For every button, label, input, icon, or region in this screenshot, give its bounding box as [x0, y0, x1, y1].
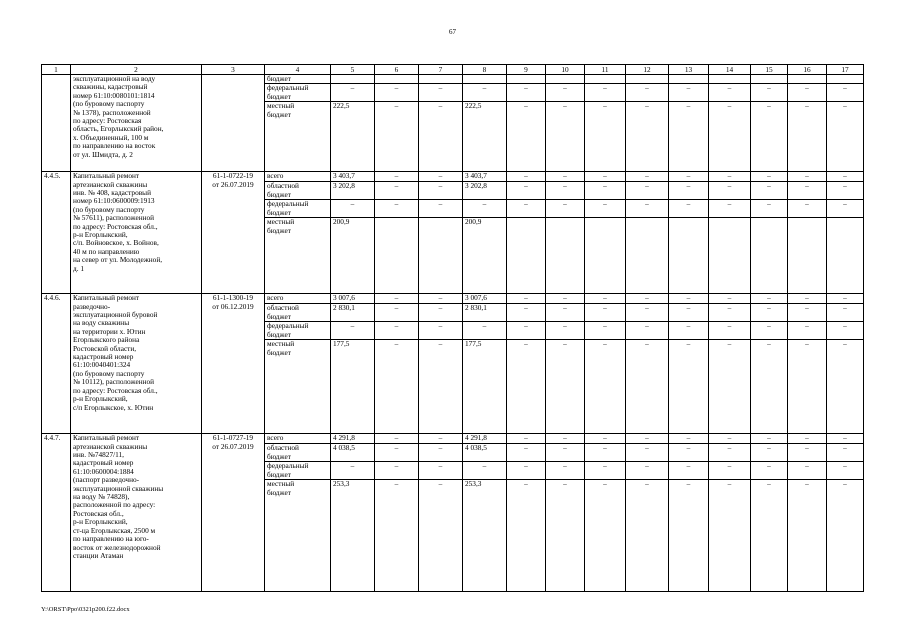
amount-cell: – — [375, 340, 419, 434]
amount-cell: – — [546, 340, 585, 434]
object-description: Капитальный ремонт артезианской скважины инв. №74827/11, кадастровый номер 61:10:0600004:1884 (паспорт разведочно- эксплуатационной скважины на воду № 74828), расположенной по адресу: Ростовская обл., р-н Егорлыкский, ст-ца Егорлыкская, 2500 м по направлению на юго- восток от железнодорожной станции Атаман — [71, 434, 202, 592]
amount-cell: – — [419, 444, 463, 462]
amount-cell: – — [709, 182, 751, 200]
amount-cell: – — [709, 294, 751, 304]
amount-cell: – — [788, 172, 827, 182]
amount-cell: – — [751, 304, 788, 322]
funding-source: местный бюджет — [265, 218, 331, 294]
amount-cell: – — [788, 462, 827, 480]
column-number-cell: 4 — [265, 65, 331, 75]
amount-cell: – — [585, 462, 626, 480]
amount-cell: – — [626, 304, 669, 322]
amount-cell: – — [709, 434, 751, 444]
amount-cell: – — [419, 462, 463, 480]
amount-cell: – — [585, 172, 626, 182]
amount-cell: – — [669, 340, 709, 434]
amount-cell: – — [375, 172, 419, 182]
amount-cell: – — [709, 304, 751, 322]
item-number — [42, 75, 71, 172]
amount-cell: – — [669, 182, 709, 200]
amount-cell: – — [507, 182, 546, 200]
column-number-cell: 2 — [71, 65, 202, 75]
object-description: Капитальный ремонт разведочно- эксплуатационной буровой на воду скважины на территории х. Ютин Егорлыкского района Ростовской области, кадастровый номер 61:10:0040401:324 (по буровому паспорту № 10112), расположенной по адресу: Ростовская обл., р-н Егорлыкский, с/п Егорлыкское, х. Ютин — [71, 294, 202, 434]
amount-cell: – — [751, 340, 788, 434]
amount-cell — [669, 75, 709, 84]
amount-cell: – — [626, 200, 669, 218]
amount-cell: – — [827, 84, 864, 102]
amount-cell: – — [546, 462, 585, 480]
amount-cell: – — [546, 102, 585, 172]
column-number-cell: 17 — [827, 65, 864, 75]
expertise-doc: 61-1-1300-19 от 06.12.2019 — [202, 294, 265, 434]
amount-cell: – — [751, 294, 788, 304]
amount-cell: – — [507, 200, 546, 218]
amount-cell: – — [507, 102, 546, 172]
funding-source: федеральный бюджет — [265, 462, 331, 480]
table-row — [42, 75, 864, 84]
object-description: Капитальный ремонт артезианской скважины инв. № 408, кадастровый номер 61:10:0600009:1913 (по буровому паспорту № 57611), расположенной по адресу: Ростовская обл., р-н Егорлыкский, с/п. Войновское, х. Войнов, 40 м по направлению на север от ул. Молодежной, д. 1 — [71, 172, 202, 294]
amount-cell — [709, 75, 751, 84]
amount-cell — [751, 218, 788, 294]
amount-cell: 253,3 — [331, 480, 375, 592]
amount-cell: – — [546, 444, 585, 462]
amount-cell: 3 202,8 — [331, 182, 375, 200]
amount-cell: – — [626, 462, 669, 480]
amount-cell: – — [827, 434, 864, 444]
amount-cell: – — [669, 480, 709, 592]
amount-cell: 177,5 — [463, 340, 507, 434]
amount-cell — [419, 218, 463, 294]
amount-cell: 222,5 — [463, 102, 507, 172]
amount-cell — [375, 75, 419, 84]
amount-cell: – — [669, 434, 709, 444]
amount-cell: – — [375, 480, 419, 592]
column-number-cell: 15 — [751, 65, 788, 75]
amount-cell: – — [419, 304, 463, 322]
amount-cell: – — [626, 172, 669, 182]
amount-cell: – — [375, 102, 419, 172]
amount-cell: – — [375, 444, 419, 462]
amount-cell: – — [375, 322, 419, 340]
amount-cell: – — [751, 444, 788, 462]
amount-cell: 4 038,5 — [463, 444, 507, 462]
amount-cell: – — [669, 462, 709, 480]
amount-cell — [788, 218, 827, 294]
funding-source: федеральный бюджет — [265, 322, 331, 340]
amount-cell: 4 038,5 — [331, 444, 375, 462]
amount-cell: – — [375, 294, 419, 304]
amount-cell: – — [585, 200, 626, 218]
amount-cell: – — [751, 102, 788, 172]
amount-cell: 4 291,8 — [463, 434, 507, 444]
amount-cell — [463, 75, 507, 84]
amount-cell: – — [788, 480, 827, 592]
column-number-cell: 9 — [507, 65, 546, 75]
amount-cell: – — [827, 304, 864, 322]
amount-cell: 200,9 — [331, 218, 375, 294]
amount-cell: – — [585, 340, 626, 434]
amount-cell: 3 403,7 — [463, 172, 507, 182]
amount-cell: – — [375, 182, 419, 200]
amount-cell: – — [751, 462, 788, 480]
amount-cell: – — [419, 294, 463, 304]
amount-cell: 222,5 — [331, 102, 375, 172]
amount-cell: – — [626, 480, 669, 592]
amount-cell: – — [827, 200, 864, 218]
amount-cell — [507, 75, 546, 84]
amount-cell: 177,5 — [331, 340, 375, 434]
amount-cell: – — [709, 172, 751, 182]
amount-cell: – — [709, 84, 751, 102]
amount-cell: – — [419, 84, 463, 102]
amount-cell: – — [331, 462, 375, 480]
amount-cell: – — [788, 84, 827, 102]
funding-source: местный бюджет — [265, 340, 331, 434]
table-row — [42, 294, 864, 304]
amount-cell: – — [827, 182, 864, 200]
amount-cell: – — [669, 102, 709, 172]
amount-cell — [751, 75, 788, 84]
page-number: 67 — [449, 28, 456, 36]
column-number-cell: 7 — [419, 65, 463, 75]
object-description: эксплуатационной на воду скважины, кадастровый номер 61:10:0080101:1814 (по буровому паспорту № 1378), расположенной по адресу: Ростовская область, Егорлыкский район, х. Объединенный, 100 м по направлению на восток от ул. Шмидта, д. 2 — [71, 75, 202, 172]
amount-cell: – — [788, 102, 827, 172]
amount-cell — [546, 218, 585, 294]
amount-cell: – — [751, 480, 788, 592]
amount-cell: – — [709, 102, 751, 172]
column-number-cell: 1 — [42, 65, 71, 75]
amount-cell: – — [585, 434, 626, 444]
funding-source: федеральный бюджет — [265, 84, 331, 102]
amount-cell: – — [507, 434, 546, 444]
column-number-cell: 11 — [585, 65, 626, 75]
amount-cell: – — [827, 172, 864, 182]
funding-source: областной бюджет — [265, 182, 331, 200]
amount-cell: – — [331, 200, 375, 218]
column-number-cell: 6 — [375, 65, 419, 75]
amount-cell: – — [375, 200, 419, 218]
amount-cell: – — [788, 200, 827, 218]
amount-cell: – — [585, 444, 626, 462]
amount-cell — [709, 218, 751, 294]
amount-cell — [827, 75, 864, 84]
amount-cell: – — [463, 200, 507, 218]
funding-source: бюджет — [265, 75, 331, 84]
amount-cell: – — [507, 444, 546, 462]
amount-cell: – — [331, 84, 375, 102]
amount-cell: – — [546, 294, 585, 304]
amount-cell: – — [788, 322, 827, 340]
amount-cell: – — [585, 304, 626, 322]
funding-source: всего — [265, 172, 331, 182]
funding-source: всего — [265, 294, 331, 304]
amount-cell: 253,3 — [463, 480, 507, 592]
funding-source: всего — [265, 434, 331, 444]
amount-cell: – — [546, 480, 585, 592]
column-number-cell: 5 — [331, 65, 375, 75]
amount-cell: – — [585, 322, 626, 340]
expertise-doc: 61-1-0727-19 от 26.07.2019 — [202, 434, 265, 592]
amount-cell: – — [788, 444, 827, 462]
amount-cell: 2 830,1 — [463, 304, 507, 322]
amount-cell: – — [546, 172, 585, 182]
amount-cell: 2 830,1 — [331, 304, 375, 322]
amount-cell: – — [827, 294, 864, 304]
amount-cell: – — [507, 322, 546, 340]
amount-cell: – — [827, 322, 864, 340]
amount-cell: – — [375, 462, 419, 480]
table-row — [42, 172, 864, 182]
amount-cell: 200,9 — [463, 218, 507, 294]
amount-cell: – — [585, 84, 626, 102]
amount-cell: – — [669, 304, 709, 322]
amount-cell: – — [751, 172, 788, 182]
amount-cell: – — [669, 200, 709, 218]
amount-cell: – — [626, 84, 669, 102]
amount-cell: – — [827, 444, 864, 462]
amount-cell: – — [585, 182, 626, 200]
item-number: 4.4.7. — [42, 434, 71, 592]
funding-source: местный бюджет — [265, 102, 331, 172]
amount-cell: – — [788, 294, 827, 304]
amount-cell: – — [709, 340, 751, 434]
amount-cell: – — [585, 102, 626, 172]
amount-cell: – — [507, 172, 546, 182]
funding-source: местный бюджет — [265, 480, 331, 592]
amount-cell — [669, 218, 709, 294]
column-number-row — [42, 65, 864, 75]
amount-cell: – — [827, 340, 864, 434]
amount-cell: – — [419, 434, 463, 444]
amount-cell — [585, 218, 626, 294]
amount-cell: – — [788, 434, 827, 444]
amount-cell: – — [827, 480, 864, 592]
amount-cell: – — [507, 462, 546, 480]
column-number-cell: 12 — [626, 65, 669, 75]
item-number: 4.4.5. — [42, 172, 71, 294]
amount-cell: – — [419, 172, 463, 182]
funding-source: областной бюджет — [265, 304, 331, 322]
expertise-doc — [202, 75, 265, 172]
amount-cell: – — [507, 294, 546, 304]
amount-cell: – — [626, 294, 669, 304]
amount-cell: – — [626, 182, 669, 200]
amount-cell: – — [546, 304, 585, 322]
amount-cell: – — [669, 84, 709, 102]
amount-cell: – — [507, 84, 546, 102]
amount-cell: – — [751, 182, 788, 200]
amount-cell: – — [626, 102, 669, 172]
amount-cell: – — [751, 434, 788, 444]
amount-cell: – — [709, 322, 751, 340]
amount-cell: – — [751, 200, 788, 218]
amount-cell: 3 403,7 — [331, 172, 375, 182]
amount-cell: – — [546, 322, 585, 340]
amount-cell — [626, 75, 669, 84]
amount-cell: – — [626, 322, 669, 340]
amount-cell: – — [375, 84, 419, 102]
amount-cell: – — [585, 480, 626, 592]
table-row — [42, 434, 864, 444]
amount-cell: – — [751, 84, 788, 102]
column-number-cell: 16 — [788, 65, 827, 75]
amount-cell: – — [546, 84, 585, 102]
amount-cell: – — [709, 200, 751, 218]
amount-cell: – — [585, 294, 626, 304]
funding-source: федеральный бюджет — [265, 200, 331, 218]
amount-cell: 3 007,6 — [463, 294, 507, 304]
amount-cell: – — [419, 340, 463, 434]
column-number-cell: 8 — [463, 65, 507, 75]
amount-cell — [626, 218, 669, 294]
amount-cell: – — [709, 462, 751, 480]
amount-cell: – — [709, 444, 751, 462]
amount-cell: – — [669, 172, 709, 182]
amount-cell: – — [507, 480, 546, 592]
amount-cell — [827, 218, 864, 294]
amount-cell: – — [463, 322, 507, 340]
amount-cell: – — [827, 462, 864, 480]
amount-cell: – — [419, 200, 463, 218]
amount-cell: – — [419, 322, 463, 340]
amount-cell — [419, 75, 463, 84]
amount-cell: – — [463, 84, 507, 102]
amount-cell: – — [709, 480, 751, 592]
column-number-cell: 3 — [202, 65, 265, 75]
amount-cell — [507, 218, 546, 294]
amount-cell: – — [788, 304, 827, 322]
amount-cell: – — [751, 322, 788, 340]
amount-cell: – — [463, 462, 507, 480]
amount-cell: – — [669, 444, 709, 462]
amount-cell: – — [507, 340, 546, 434]
amount-cell: – — [375, 304, 419, 322]
amount-cell: – — [788, 182, 827, 200]
amount-cell — [788, 75, 827, 84]
budget-table — [41, 64, 864, 592]
amount-cell: – — [788, 340, 827, 434]
amount-cell — [585, 75, 626, 84]
amount-cell: – — [827, 102, 864, 172]
amount-cell: – — [419, 102, 463, 172]
amount-cell: – — [546, 200, 585, 218]
amount-cell — [546, 75, 585, 84]
item-number: 4.4.6. — [42, 294, 71, 434]
amount-cell: – — [626, 434, 669, 444]
amount-cell: – — [419, 182, 463, 200]
amount-cell: 3 007,6 — [331, 294, 375, 304]
amount-cell — [375, 218, 419, 294]
amount-cell: – — [669, 294, 709, 304]
amount-cell: – — [626, 340, 669, 434]
expertise-doc: 61-1-0722-19 от 26.07.2019 — [202, 172, 265, 294]
funding-source: областной бюджет — [265, 444, 331, 462]
amount-cell — [331, 75, 375, 84]
amount-cell: – — [331, 322, 375, 340]
column-number-cell: 10 — [546, 65, 585, 75]
column-number-cell: 14 — [709, 65, 751, 75]
amount-cell: 4 291,8 — [331, 434, 375, 444]
amount-cell: – — [669, 322, 709, 340]
amount-cell: 3 202,8 — [463, 182, 507, 200]
column-number-cell: 13 — [669, 65, 709, 75]
amount-cell: – — [546, 434, 585, 444]
amount-cell: – — [626, 444, 669, 462]
amount-cell: – — [546, 182, 585, 200]
amount-cell: – — [419, 480, 463, 592]
amount-cell: – — [507, 304, 546, 322]
amount-cell: – — [375, 434, 419, 444]
file-path-footer: Y:\ORST\Ppo\0321p200.f22.docx — [41, 606, 130, 613]
